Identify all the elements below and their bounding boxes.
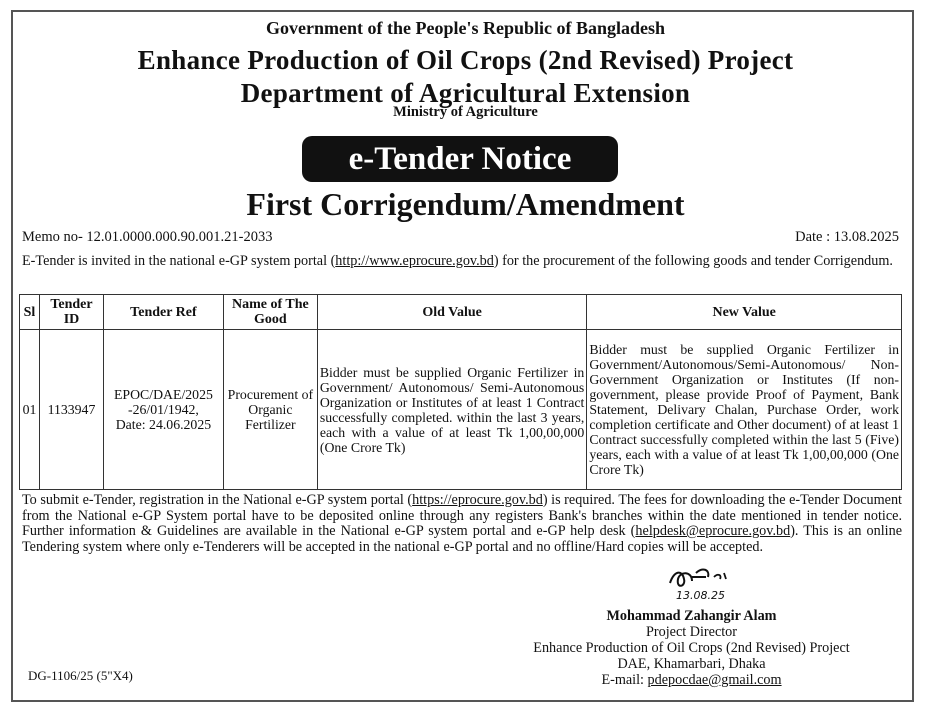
tender-ref-line-3: Date: 24.06.2025	[115, 417, 212, 432]
header-tender-ref: Tender Ref	[103, 295, 223, 330]
government-heading: Government of the People's Republic of Bangladesh	[266, 18, 665, 38]
table-header-row	[20, 295, 902, 330]
header-old-value: Old Value	[317, 295, 586, 330]
submission-text-2: ) is required. The fees for downloading the e-Tender Document from the National e-GP System portal have to be deposited online through any registers Bank's branches within the date mentioned in tender notice. Further information & Guidelines are available in the National e-GP system portal and e-GP help desk (	[22, 492, 902, 539]
cell-old-value: Bidder must be supplied Organic Fertilizer in Government/ Autonomous/ Semi-Autonomous Organization or Institutes of at least 1 Contract successfully completed. within the last 3 years, each with a value of at least Tk 1,00,00,000 (One Crore Tk)	[317, 330, 586, 490]
signatory-block	[500, 608, 883, 688]
notice-badge: e-Tender Notice	[302, 136, 618, 182]
submission-text-1: To submit e-Tender, registration in the National e-GP system portal (	[22, 492, 413, 508]
header-sl: Sl	[20, 295, 40, 330]
header-good: Name of The Good	[223, 295, 317, 330]
helpdesk-email-link[interactable]: helpdesk@eprocure.gov.bd	[635, 523, 791, 539]
intro-text-after: ) for the procurement of the following goods and tender Corrigendum.	[493, 253, 893, 269]
project-heading: Enhance Production of Oil Crops (2nd Revised) Project	[137, 45, 794, 75]
header-new-value: New Value	[587, 295, 902, 330]
department-heading: Department of Agricultural Extension	[240, 78, 691, 108]
signatory-address: DAE, Khamarbari, Dhaka	[617, 656, 766, 672]
ministry-heading: Ministry of Agriculture	[393, 104, 538, 120]
signatory-name: Mohammad Zahangir Alam	[606, 608, 777, 624]
tender-table	[19, 294, 902, 490]
email-label: E-mail:	[601, 672, 644, 688]
cell-tender-id: 1133947	[39, 330, 103, 490]
cell-tender-ref	[103, 330, 223, 490]
egp-portal-link[interactable]: https://eprocure.gov.bd	[412, 492, 543, 508]
submission-text-3: ). This is an online Tendering system where only e-Tenderers will be accepted in the national e-GP portal and no offline/Hard copies will be accepted.	[22, 523, 902, 555]
signatory-title: Project Director	[646, 624, 737, 640]
signature-date: 13.08.25	[676, 589, 725, 602]
cell-sl: 01	[20, 330, 40, 490]
eprocure-link[interactable]: http://www.eprocure.gov.bd	[335, 253, 494, 269]
intro-text-before: E-Tender is invited in the national e-GP system portal (	[22, 253, 336, 269]
signatory-email-line	[500, 672, 883, 688]
memo-number: Memo no- 12.01.0000.000.90.001.21-2033	[22, 229, 273, 245]
signatory-project: Enhance Production of Oil Crops (2nd Revised) Project	[533, 640, 850, 656]
cell-new-value: Bidder must be supplied Organic Fertilizer in Government/Autonomous/Semi-Autonomous/ Non-Government Organization or Institutes (If non-government, please provide Proof of Payment, Bank Statement, Delivary Chalan, Purchase Order, work completion certificate and Other document) of at least 1 Contract successfully completed within the last 5 (Five) years, each with a value of at least Tk 1,00,00,000 (One Crore Tk)	[587, 330, 902, 490]
table-row	[20, 330, 902, 490]
handwritten-signature	[662, 565, 752, 605]
cell-good: Procurement of Organic Fertilizer	[223, 330, 317, 490]
header-tender-id: Tender ID	[39, 295, 103, 330]
signatory-email-link[interactable]: pdepocdae@gmail.com	[647, 672, 782, 688]
memo-date: Date : 13.08.2025	[795, 229, 899, 245]
intro-paragraph	[22, 254, 902, 269]
dg-code: DG-1106/25 (5"X4)	[28, 668, 133, 683]
tender-ref-line-2: -26/01/1942,	[127, 402, 199, 417]
tender-ref-line-1: EPOC/DAE/2025	[113, 387, 213, 402]
submission-paragraph	[22, 493, 902, 555]
corrigendum-title: First Corrigendum/Amendment	[246, 186, 685, 222]
